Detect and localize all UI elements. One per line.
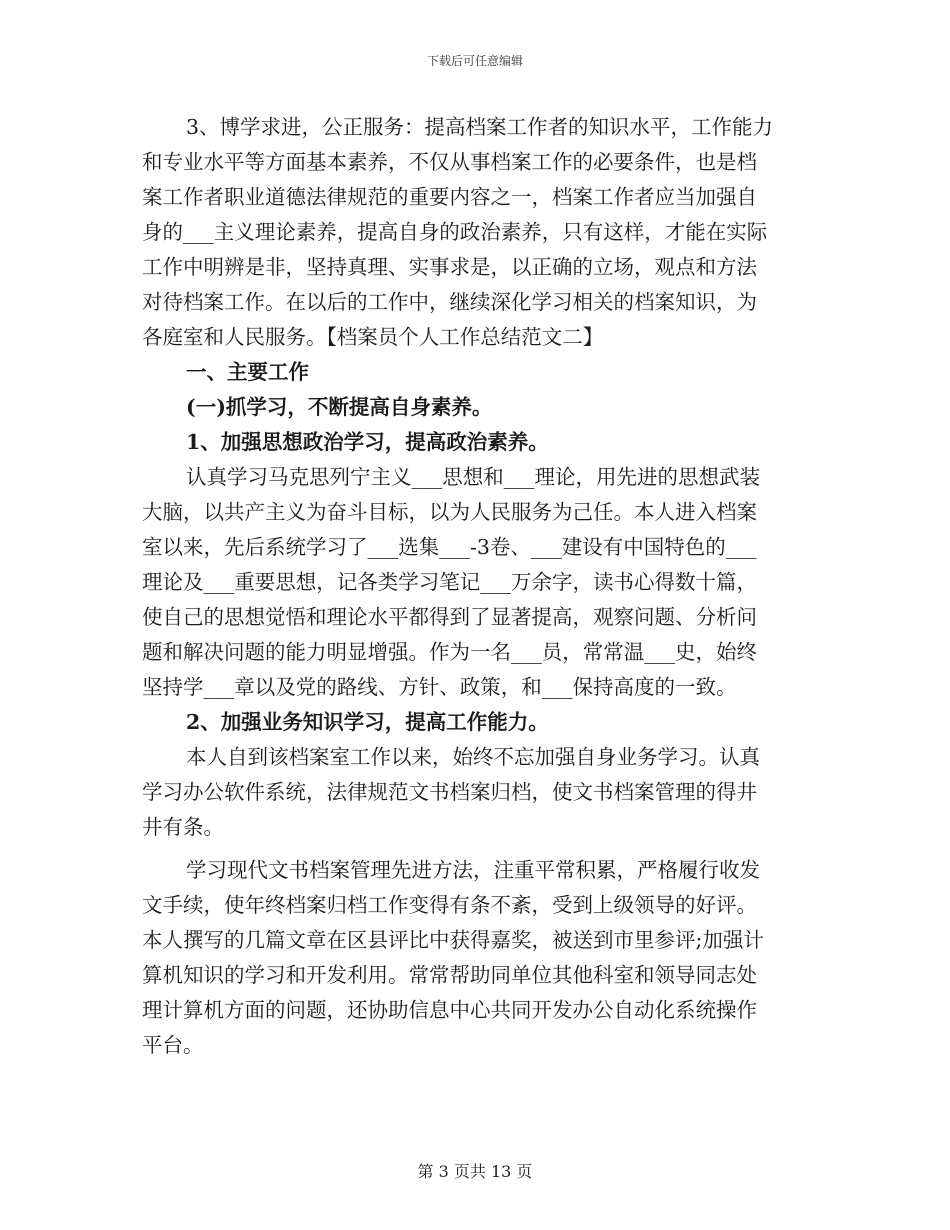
paragraph-line: 文手续，使年终档案归档工作变得有条不紊，受到上级领导的好评。 bbox=[142, 893, 757, 917]
paragraph-line: 身的___主义理论素养，提高自身的政治素养，只有这样，才能在实际 bbox=[142, 220, 768, 244]
paragraph-line: 使自己的思想觉悟和理论水平都得到了显著提高，观察问题、分析问 bbox=[142, 605, 757, 629]
subsection-heading: (一)抓学习，不断提高自身素养。 bbox=[186, 395, 493, 419]
paragraph-line: 本人撰写的几篇文章在区县评比中获得嘉奖，被送到市里参评;加强计 bbox=[142, 928, 764, 952]
document-body bbox=[142, 110, 802, 1063]
paragraph-line: 室以来，先后系统学习了___选集___-3卷、___建设有中国特色的___ bbox=[142, 535, 757, 559]
paragraph-line: 井有条。 bbox=[142, 815, 224, 839]
paragraph-line: 理论及___重要思想，记各类学习笔记___万余字，读书心得数十篇， bbox=[142, 570, 757, 594]
paragraph-line: 和专业水平等方面基本素养，不仅从事档案工作的必要条件，也是档 bbox=[142, 150, 757, 174]
paragraph-line: 坚持学___章以及党的路线、方针、政策，和___保持高度的一致。 bbox=[142, 675, 737, 699]
paragraph-line: 题和解决问题的能力明显增强。作为一名___员，常常温___史，始终 bbox=[142, 640, 757, 664]
paragraph-line: 本人自到该档案室工作以来，始终不忘加强自身业务学习。认真 bbox=[186, 745, 760, 769]
paragraph-line: 工作中明辨是非，坚持真理、实事求是，以正确的立场，观点和方法 bbox=[142, 255, 757, 279]
paragraph-line: 算机知识的学习和开发利用。常常帮助同单位其他科室和领导同志处 bbox=[142, 963, 757, 987]
paragraph-line: 学习现代文书档案管理先进方法，注重平常积累，严格履行收发 bbox=[186, 858, 760, 882]
item-heading: 2、加强业务知识学习，提高工作能力。 bbox=[186, 710, 549, 734]
paragraph-line: 3、博学求进，公正服务：提高档案工作者的知识水平，工作能力 bbox=[186, 115, 774, 139]
paragraph-line: 案工作者职业道德法律规范的重要内容之一，档案工作者应当加强自 bbox=[142, 185, 757, 209]
paragraph-line: 理计算机方面的问题，还协助信息中心共同开发办公自动化系统操作 bbox=[142, 998, 757, 1022]
paragraph-line: 认真学习马克思列宁主义___思想和___理论，用先进的思想武装 bbox=[186, 465, 760, 489]
paragraph-line: 对待档案工作。在以后的工作中，继续深化学习相关的档案知识，为 bbox=[142, 290, 757, 314]
page-header-note: 下载后可任意编辑 bbox=[426, 54, 523, 68]
page-number: 第 3 页共 13 页 bbox=[417, 1162, 533, 1181]
item-heading: 1、加强思想政治学习，提高政治素养。 bbox=[186, 430, 549, 454]
paragraph-line: 平台。 bbox=[142, 1033, 204, 1057]
paragraph-line: 学习办公软件系统，法律规范文书档案归档，使文书档案管理的得井 bbox=[142, 780, 757, 804]
paragraph-line: 各庭室和人民服务。【档案员个人工作总结范文二】 bbox=[142, 325, 604, 349]
paragraph-line: 大脑，以共产主义为奋斗目标，以为人民服务为己任。本人进入档案 bbox=[142, 500, 757, 524]
section-heading: 一、主要工作 bbox=[186, 360, 309, 384]
